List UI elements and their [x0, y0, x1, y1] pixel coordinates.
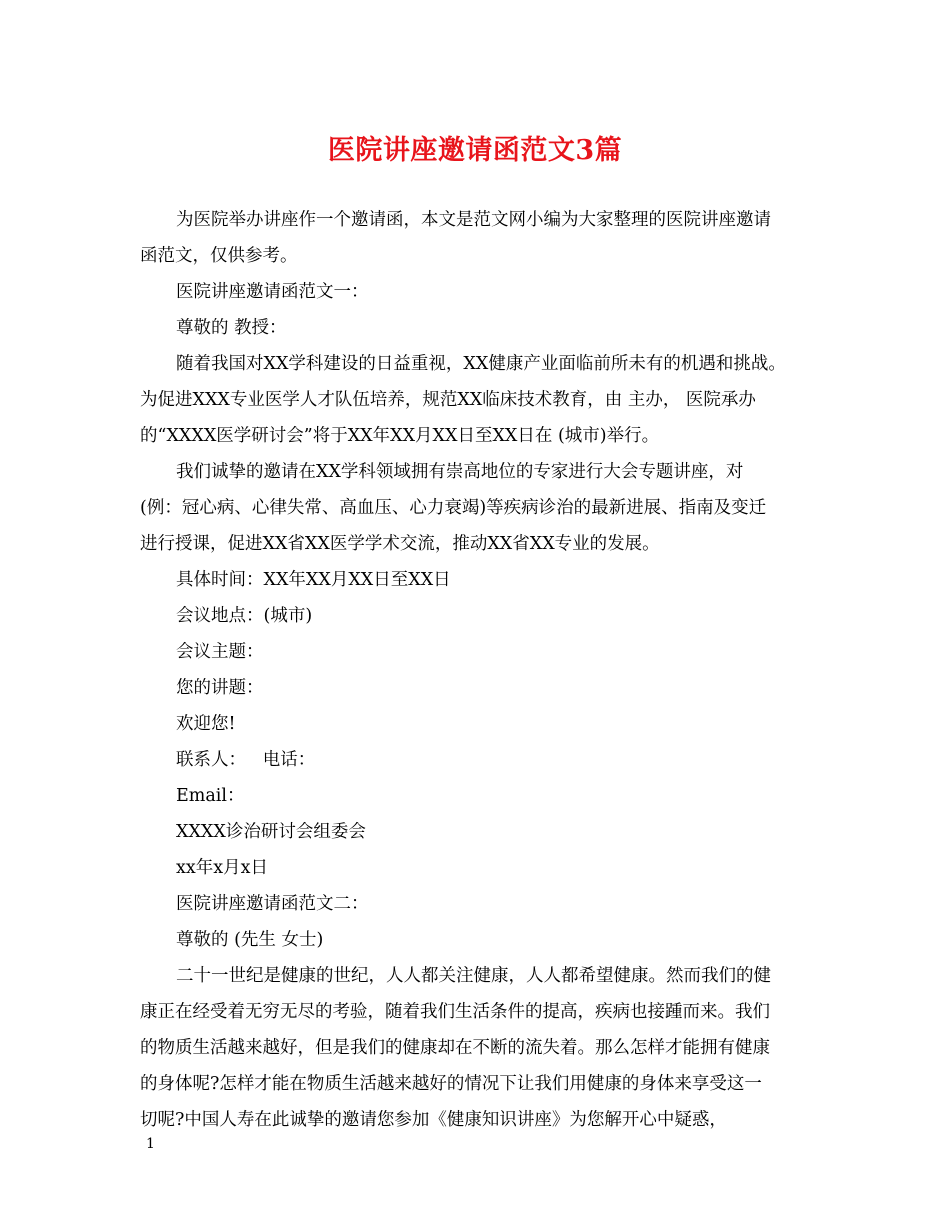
detail-line: 会议主题： [176, 642, 264, 662]
detail-line: 会议地点：(城市) [176, 606, 313, 626]
paragraph-line: 康正在经受着无穷无尽的考验，随着我们生活条件的提高，疾病也接踵而来。我们 [140, 1002, 770, 1022]
section-heading: 医院讲座邀请函范文二： [176, 894, 369, 914]
detail-line: 欢迎您! [176, 714, 236, 734]
paragraph-line: 我们诚挚的邀请在XX学科领域拥有崇高地位的专家进行大会专题讲座，对 [176, 462, 744, 482]
section-heading: 医院讲座邀请函范文一： [176, 282, 369, 302]
date-line: xx年x月x日 [176, 858, 268, 878]
detail-line: 联系人： 电话： [176, 750, 316, 770]
paragraph-line: 切呢?中国人寿在此诚挚的邀请您参加《健康知识讲座》为您解开心中疑惑， [140, 1110, 727, 1130]
signature-line: XXXX诊治研讨会组委会 [176, 822, 366, 842]
detail-line: 您的讲题： [176, 678, 264, 698]
detail-line: 具体时间：XX年XX月XX日至XX日 [176, 570, 451, 590]
paragraph-line: 函范文，仅供参考。 [140, 246, 298, 266]
paragraph-line: 随着我国对XX学科建设的日益重视，XX健康产业面临前所未有的机遇和挑战。 [176, 354, 786, 374]
salutation: 尊敬的 (先生 女士) [176, 930, 324, 950]
paragraph-line: 二十一世纪是健康的世纪，人人都关注健康，人人都希望健康。然而我们的健 [176, 966, 771, 986]
paragraph-line: 的“XXXX医学研讨会”将于XX年XX月XX日至XX日在 (城市)举行。 [140, 426, 660, 446]
paragraph-line: 为促进XXX专业医学人才队伍培养，规范XX临床技术教育，由 主办， 医院承办 [140, 390, 756, 410]
paragraph-line: 进行授课，促进XX省XX医学学术交流，推动XX省XX专业的发展。 [140, 534, 660, 554]
detail-line: Email： [176, 786, 245, 806]
paragraph-line: (例：冠心病、心律失常、高血压、心力衰竭)等疾病诊治的最新进展、指南及变迁 [140, 498, 767, 518]
salutation: 尊敬的 教授： [176, 318, 287, 338]
document-title: 医院讲座邀请函范文3篇 [327, 135, 623, 166]
paragraph-line: 的物质生活越来越好，但是我们的健康却在不断的流失着。那么怎样才能拥有健康 [140, 1038, 770, 1058]
page-number: 1 [146, 1136, 155, 1152]
paragraph-line: 为医院举办讲座作一个邀请函，本文是范文网小编为大家整理的医院讲座邀请 [176, 210, 771, 230]
paragraph-line: 的身体呢?怎样才能在物质生活越来越好的情况下让我们用健康的身体来享受这一 [140, 1074, 762, 1094]
